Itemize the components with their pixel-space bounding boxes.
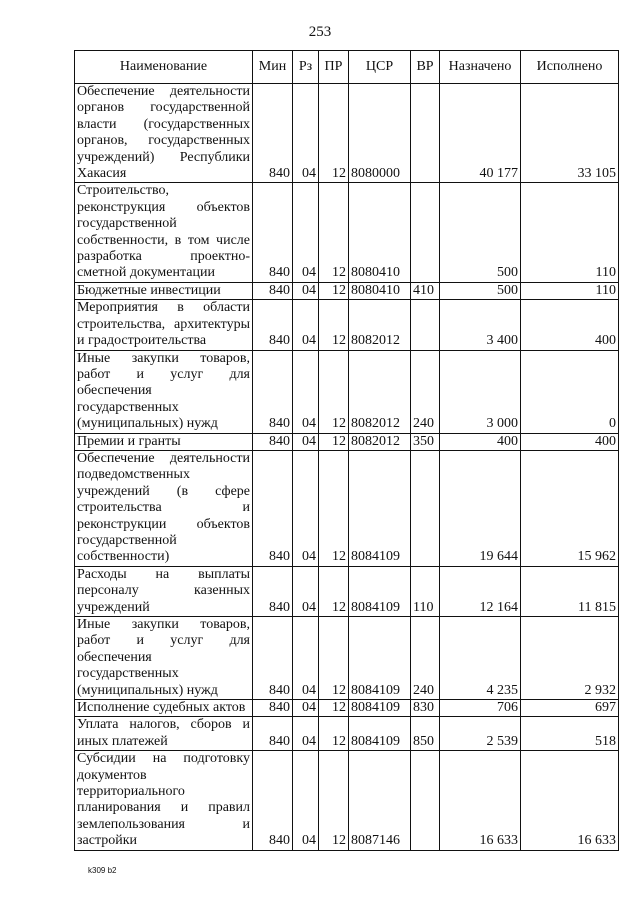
row-rz-cell: 04 bbox=[293, 751, 319, 850]
row-vr-cell bbox=[411, 183, 440, 282]
row-name-cell: Расходы на выплаты персоналу казенных учреждений bbox=[75, 566, 253, 616]
row-vr-cell: 350 bbox=[411, 433, 440, 450]
row-pr-cell: 12 bbox=[319, 700, 349, 717]
page-number: 253 bbox=[308, 24, 332, 40]
table-row bbox=[75, 700, 619, 717]
column-header-rz: Рз bbox=[293, 51, 319, 84]
row-csr-cell: 8080410 bbox=[349, 183, 411, 282]
row-csr-cell: 8084109 bbox=[349, 700, 411, 717]
row-vr-cell bbox=[411, 751, 440, 850]
row-name-cell: Иные закупки товаров, работ и услуг для обеспечения государственных (муниципальных) нужд bbox=[75, 350, 253, 433]
row-min-cell: 840 bbox=[253, 617, 293, 700]
column-header-vr: ВР bbox=[411, 51, 440, 84]
row-pr-cell: 12 bbox=[319, 717, 349, 751]
row-assigned-cell: 706 bbox=[440, 700, 521, 717]
column-header-min: Мин bbox=[253, 51, 293, 84]
row-min-cell: 840 bbox=[253, 183, 293, 282]
row-name-cell: Премии и гранты bbox=[75, 433, 253, 450]
row-assigned-cell: 500 bbox=[440, 183, 521, 282]
row-assigned-cell: 40 177 bbox=[440, 84, 521, 183]
row-rz-cell: 04 bbox=[293, 450, 319, 566]
row-csr-cell: 8084109 bbox=[349, 617, 411, 700]
row-rz-cell: 04 bbox=[293, 617, 319, 700]
table-row bbox=[75, 282, 619, 299]
table-row bbox=[75, 350, 619, 433]
table-row bbox=[75, 183, 619, 282]
table-row bbox=[75, 617, 619, 700]
row-assigned-cell: 2 539 bbox=[440, 717, 521, 751]
column-header-pr: ПР bbox=[319, 51, 349, 84]
row-executed-cell: 697 bbox=[521, 700, 619, 717]
row-min-cell: 840 bbox=[253, 450, 293, 566]
row-rz-cell: 04 bbox=[293, 566, 319, 616]
row-executed-cell: 11 815 bbox=[521, 566, 619, 616]
table-row bbox=[75, 300, 619, 350]
row-assigned-cell: 12 164 bbox=[440, 566, 521, 616]
row-assigned-cell: 500 bbox=[440, 282, 521, 299]
row-min-cell: 840 bbox=[253, 751, 293, 850]
row-csr-cell: 8084109 bbox=[349, 717, 411, 751]
column-header-csr: ЦСР bbox=[349, 51, 411, 84]
row-min-cell: 840 bbox=[253, 282, 293, 299]
footer-code: k309 b2 bbox=[88, 866, 117, 875]
row-vr-cell bbox=[411, 300, 440, 350]
row-assigned-cell: 3 000 bbox=[440, 350, 521, 433]
row-rz-cell: 04 bbox=[293, 700, 319, 717]
column-header-assigned: Назначено bbox=[440, 51, 521, 84]
row-rz-cell: 04 bbox=[293, 183, 319, 282]
row-csr-cell: 8080410 bbox=[349, 282, 411, 299]
row-vr-cell bbox=[411, 84, 440, 183]
row-rz-cell: 04 bbox=[293, 84, 319, 183]
row-csr-cell: 8080000 bbox=[349, 84, 411, 183]
row-pr-cell: 12 bbox=[319, 350, 349, 433]
row-name-cell: Обеспечение деятельности подведомственных учреждений (в сфере строительства и реконструкции объектов государственной собственности) bbox=[75, 450, 253, 566]
row-pr-cell: 12 bbox=[319, 282, 349, 299]
row-executed-cell: 15 962 bbox=[521, 450, 619, 566]
row-vr-cell: 410 bbox=[411, 282, 440, 299]
row-min-cell: 840 bbox=[253, 300, 293, 350]
row-pr-cell: 12 bbox=[319, 450, 349, 566]
row-name-cell: Обеспечение деятельности органов государственной власти (государственных органов, государственных учреждений) Республики Хакасия bbox=[75, 84, 253, 183]
row-min-cell: 840 bbox=[253, 350, 293, 433]
row-executed-cell: 33 105 bbox=[521, 84, 619, 183]
row-assigned-cell: 16 633 bbox=[440, 751, 521, 850]
table-row bbox=[75, 450, 619, 566]
row-executed-cell: 110 bbox=[521, 183, 619, 282]
row-rz-cell: 04 bbox=[293, 350, 319, 433]
row-rz-cell: 04 bbox=[293, 717, 319, 751]
row-executed-cell: 16 633 bbox=[521, 751, 619, 850]
row-executed-cell: 400 bbox=[521, 300, 619, 350]
row-min-cell: 840 bbox=[253, 84, 293, 183]
row-executed-cell: 518 bbox=[521, 717, 619, 751]
row-name-cell: Субсидии на подготовку документов территориального планирования и правил землепользования и застройки bbox=[75, 751, 253, 850]
row-min-cell: 840 bbox=[253, 566, 293, 616]
row-assigned-cell: 400 bbox=[440, 433, 521, 450]
row-rz-cell: 04 bbox=[293, 282, 319, 299]
row-executed-cell: 110 bbox=[521, 282, 619, 299]
row-executed-cell: 0 bbox=[521, 350, 619, 433]
row-name-cell: Уплата налогов, сборов и иных платежей bbox=[75, 717, 253, 751]
row-pr-cell: 12 bbox=[319, 433, 349, 450]
row-pr-cell: 12 bbox=[319, 84, 349, 183]
table-row bbox=[75, 751, 619, 850]
row-vr-cell: 830 bbox=[411, 700, 440, 717]
row-csr-cell: 8082012 bbox=[349, 433, 411, 450]
row-vr-cell: 240 bbox=[411, 617, 440, 700]
row-executed-cell: 2 932 bbox=[521, 617, 619, 700]
row-assigned-cell: 19 644 bbox=[440, 450, 521, 566]
row-name-cell: Бюджетные инвестиции bbox=[75, 282, 253, 299]
row-vr-cell bbox=[411, 450, 440, 566]
row-min-cell: 840 bbox=[253, 433, 293, 450]
row-pr-cell: 12 bbox=[319, 183, 349, 282]
row-vr-cell: 110 bbox=[411, 566, 440, 616]
row-pr-cell: 12 bbox=[319, 566, 349, 616]
table-header-row bbox=[75, 51, 619, 84]
row-min-cell: 840 bbox=[253, 700, 293, 717]
row-name-cell: Иные закупки товаров, работ и услуг для обеспечения государственных (муниципальных) нужд bbox=[75, 617, 253, 700]
row-pr-cell: 12 bbox=[319, 751, 349, 850]
row-min-cell: 840 bbox=[253, 717, 293, 751]
column-header-executed: Исполнено bbox=[521, 51, 619, 84]
row-executed-cell: 400 bbox=[521, 433, 619, 450]
row-csr-cell: 8082012 bbox=[349, 350, 411, 433]
row-rz-cell: 04 bbox=[293, 433, 319, 450]
budget-table bbox=[74, 50, 619, 851]
row-csr-cell: 8082012 bbox=[349, 300, 411, 350]
row-assigned-cell: 4 235 bbox=[440, 617, 521, 700]
table-row bbox=[75, 566, 619, 616]
row-csr-cell: 8084109 bbox=[349, 566, 411, 616]
column-header-name: Наименование bbox=[75, 51, 253, 84]
table-row bbox=[75, 84, 619, 183]
row-vr-cell: 240 bbox=[411, 350, 440, 433]
row-rz-cell: 04 bbox=[293, 300, 319, 350]
row-pr-cell: 12 bbox=[319, 617, 349, 700]
row-assigned-cell: 3 400 bbox=[440, 300, 521, 350]
row-vr-cell: 850 bbox=[411, 717, 440, 751]
row-csr-cell: 8084109 bbox=[349, 450, 411, 566]
row-csr-cell: 8087146 bbox=[349, 751, 411, 850]
row-name-cell: Исполнение судебных актов bbox=[75, 700, 253, 717]
row-name-cell: Строительство, реконструкция объектов государственной собственности, в том числе разработка проектно-сметной документации bbox=[75, 183, 253, 282]
table-row bbox=[75, 717, 619, 751]
row-name-cell: Мероприятия в области строительства, архитектуры и градостроительства bbox=[75, 300, 253, 350]
row-pr-cell: 12 bbox=[319, 300, 349, 350]
table-row bbox=[75, 433, 619, 450]
